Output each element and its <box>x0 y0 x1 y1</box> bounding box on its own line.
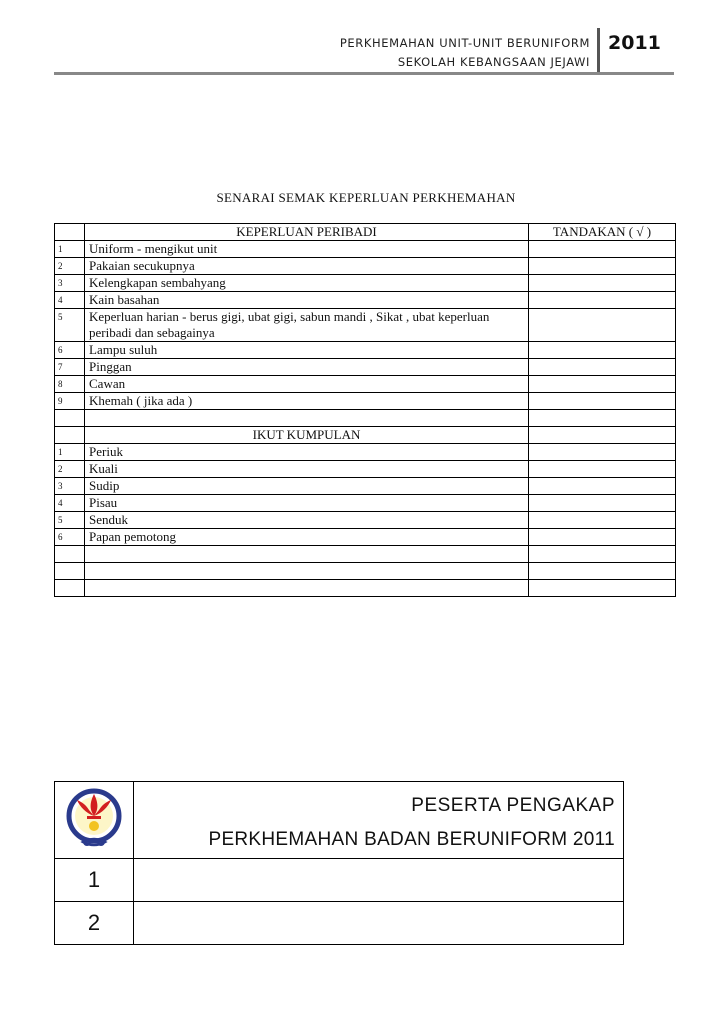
participant-title: PESERTA PENGAKAP <box>411 795 615 816</box>
empty-cell <box>55 410 85 427</box>
group-header: IKUT KUMPULAN <box>85 427 529 444</box>
empty-row <box>55 546 676 563</box>
mark-cell[interactable] <box>529 478 676 495</box>
item-number: 1 <box>55 444 85 461</box>
item-text: Pisau <box>85 495 529 512</box>
mark-header: TANDAKAN ( √ ) <box>529 224 676 241</box>
item-number: 4 <box>55 292 85 309</box>
item-number: 7 <box>55 359 85 376</box>
scout-emblem-icon <box>63 785 125 851</box>
participant-row <box>55 902 624 945</box>
table-row <box>55 342 676 359</box>
mark-cell[interactable] <box>529 275 676 292</box>
empty-cell <box>55 546 85 563</box>
participant-title-cell <box>134 782 624 859</box>
table-row <box>55 495 676 512</box>
checklist-table <box>54 223 676 597</box>
item-number: 3 <box>55 275 85 292</box>
header-line-2: SEKOLAH KEBANGSAAN JEJAWI <box>397 55 590 69</box>
personal-header: KEPERLUAN PERIBADI <box>85 224 529 241</box>
table-row <box>55 258 676 275</box>
item-number: 6 <box>55 529 85 546</box>
number-cell <box>55 224 85 241</box>
table-row <box>55 376 676 393</box>
table-row <box>55 292 676 309</box>
item-text: Khemah ( jika ada ) <box>85 393 529 410</box>
mark-cell[interactable] <box>529 258 676 275</box>
participant-row <box>55 859 624 902</box>
mark-cell[interactable] <box>529 359 676 376</box>
participant-subtitle: PERKHEMAHAN BADAN BERUNIFORM 2011 <box>208 829 615 850</box>
empty-cell <box>55 563 85 580</box>
item-number: 5 <box>55 309 85 342</box>
mark-cell[interactable] <box>529 309 676 342</box>
mark-cell[interactable] <box>529 393 676 410</box>
item-text: Senduk <box>85 512 529 529</box>
header-separator <box>597 28 600 72</box>
mark-cell[interactable] <box>529 292 676 309</box>
mark-cell[interactable] <box>529 241 676 258</box>
empty-cell <box>85 563 529 580</box>
item-text: Sudip <box>85 478 529 495</box>
number-cell <box>55 427 85 444</box>
table-row <box>55 309 676 342</box>
empty-cell <box>529 580 676 597</box>
mark-cell[interactable] <box>529 512 676 529</box>
item-text: Keperluan harian - berus gigi, ubat gigi, sabun mandi , Sikat , ubat keperluan peribadi dan sebagainya <box>85 309 529 342</box>
participant-number: 1 <box>55 859 134 902</box>
empty-cell <box>529 427 676 444</box>
mark-cell[interactable] <box>529 444 676 461</box>
item-text: Cawan <box>85 376 529 393</box>
item-number: 9 <box>55 393 85 410</box>
item-number: 6 <box>55 342 85 359</box>
empty-cell <box>85 546 529 563</box>
item-text: Kelengkapan sembahyang <box>85 275 529 292</box>
participant-name-field[interactable] <box>134 859 624 902</box>
empty-row <box>55 410 676 427</box>
item-number: 8 <box>55 376 85 393</box>
empty-cell <box>85 580 529 597</box>
empty-row <box>55 563 676 580</box>
personal-header-row <box>55 224 676 241</box>
item-text: Pinggan <box>85 359 529 376</box>
table-row <box>55 359 676 376</box>
mark-cell[interactable] <box>529 495 676 512</box>
participant-number: 2 <box>55 902 134 945</box>
empty-row <box>55 580 676 597</box>
participant-header-row <box>55 782 624 859</box>
table-row <box>55 444 676 461</box>
mark-cell[interactable] <box>529 376 676 393</box>
table-row <box>55 478 676 495</box>
table-row <box>55 512 676 529</box>
table-row <box>55 461 676 478</box>
header-rule <box>54 72 674 75</box>
document-header <box>340 34 590 72</box>
empty-cell <box>529 563 676 580</box>
empty-cell <box>529 546 676 563</box>
mark-cell[interactable] <box>529 529 676 546</box>
empty-cell <box>55 580 85 597</box>
mark-cell[interactable] <box>529 342 676 359</box>
header-year: 2011 <box>608 32 661 54</box>
empty-cell <box>85 410 529 427</box>
participant-name-field[interactable] <box>134 902 624 945</box>
item-number: 1 <box>55 241 85 258</box>
item-number: 3 <box>55 478 85 495</box>
logo-cell <box>55 782 134 859</box>
item-number: 5 <box>55 512 85 529</box>
item-text: Periuk <box>85 444 529 461</box>
item-text: Kain basahan <box>85 292 529 309</box>
item-number: 4 <box>55 495 85 512</box>
table-row <box>55 529 676 546</box>
table-row <box>55 275 676 292</box>
item-number: 2 <box>55 461 85 478</box>
table-row <box>55 393 676 410</box>
checklist-title: SENARAI SEMAK KEPERLUAN PERKHEMAHAN <box>216 190 516 205</box>
item-text: Papan pemotong <box>85 529 529 546</box>
table-row <box>55 241 676 258</box>
item-text: Lampu suluh <box>85 342 529 359</box>
item-number: 2 <box>55 258 85 275</box>
header-line-1: PERKHEMAHAN UNIT-UNIT BERUNIFORM <box>339 36 590 50</box>
item-text: Pakaian secukupnya <box>85 258 529 275</box>
participant-table <box>54 781 624 945</box>
item-text: Kuali <box>85 461 529 478</box>
group-header-row <box>55 427 676 444</box>
empty-cell <box>529 410 676 427</box>
mark-cell[interactable] <box>529 461 676 478</box>
item-text: Uniform - mengikut unit <box>85 241 529 258</box>
